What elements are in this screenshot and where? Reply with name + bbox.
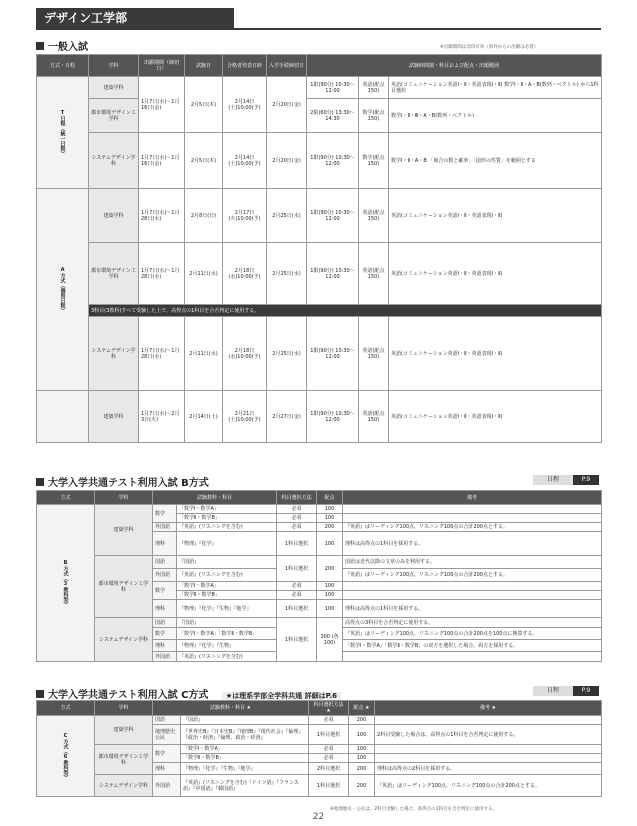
detail-cell: 英語(コミュニケーション英語Ⅰ・Ⅱ・英語表現Ⅰ・Ⅱ) xyxy=(389,243,602,305)
table-row xyxy=(37,391,602,443)
dept-cell: 都市環境デザイン工学科 xyxy=(95,556,153,618)
subj-cell: 『国語』 xyxy=(177,556,277,569)
subj-cell: 「数学Ⅰ・数学A」「数学Ⅱ・数学B」 xyxy=(177,628,277,640)
detail-cell: 英語(コミュニケーション英語Ⅰ・Ⅱ・英語表現Ⅰ・Ⅱ) xyxy=(389,317,602,391)
time-cell: 1限(90分) 10:30～12:00 xyxy=(307,133,359,189)
note-cell xyxy=(375,745,602,754)
notice-row xyxy=(37,305,602,317)
col-announce: 合格者発表日時 xyxy=(223,55,267,77)
col-method: 方式・日程 xyxy=(37,55,89,77)
method-cell: 1科目選択 xyxy=(309,775,349,797)
announce-cell: 2月14日(土)10:00(予) xyxy=(223,77,267,133)
note-cell: 高得点の3科目を合否判定に使用する。 xyxy=(343,618,602,628)
method-a-label: A方式（個別日程） xyxy=(37,189,89,391)
subj-cell: 「数学Ⅰ・数学A」 xyxy=(177,505,277,514)
pts-cell: 200 xyxy=(349,763,375,775)
method-cell: 必須 xyxy=(277,514,317,523)
cat-cell: 地理歴史 公民 xyxy=(153,725,181,745)
notice-text: 3科目(3教科)すべて受験した上で、高得点の1科目を合否判定に使用する。 xyxy=(89,305,602,317)
general-section-title xyxy=(36,38,88,53)
dept-cell: システムデザイン学科 xyxy=(95,775,153,797)
ref-page[interactable]: P.9 xyxy=(573,686,599,696)
cat-cell: 理科 xyxy=(153,600,177,618)
table-row xyxy=(37,189,602,243)
note-cell xyxy=(375,716,602,725)
col-points: 配点 ★ xyxy=(349,701,375,716)
note-cell: 『英語』はリーディング100点、リスニング100点の合計200点を100点に換算する。 xyxy=(343,628,602,640)
cat-cell: 数学 xyxy=(153,582,177,600)
col-exam: 試験日 xyxy=(185,55,223,77)
cat-cell: 外国語 xyxy=(153,652,177,662)
general-title-text: 一般入試 xyxy=(48,42,88,53)
col-select: 科目選択方法 xyxy=(277,491,317,505)
note-cell: 理科は高得点の2科目を採用する。 xyxy=(375,763,602,775)
pts-cell: 200 xyxy=(349,775,375,797)
cat-cell: 理科 xyxy=(153,640,177,652)
subj-cell: 『物理』『化学』 xyxy=(177,532,277,556)
col-method: 方式 xyxy=(37,491,95,505)
time-cell: 1限(90分) 10:30～12:00 xyxy=(307,391,359,443)
method-cell: 必須 xyxy=(277,591,317,600)
subject-cell: 英語(配点150) xyxy=(359,317,389,391)
exam-cell: 2月5日(木) xyxy=(185,77,223,133)
ref-page[interactable]: P.9 xyxy=(573,475,599,485)
pts-cell: 100 xyxy=(317,600,343,618)
subj-cell: 「数学Ⅱ・数学B」 xyxy=(177,514,277,523)
table-row xyxy=(37,133,602,189)
method-cell: 必須 xyxy=(309,745,349,754)
note-cell: 2科目受験した場合は、高得点の1科目を合否判定に使用する。 xyxy=(375,725,602,745)
exam-cell: 2月11日(水) xyxy=(185,243,223,305)
sec-c-title-text: 大学入学共通テスト利用入試 C方式 xyxy=(48,690,209,701)
col-method: 方式 xyxy=(37,701,95,716)
note-cell xyxy=(375,754,602,763)
note-cell xyxy=(343,582,602,591)
deadline-cell: 2月25日(水) xyxy=(267,243,307,305)
square-bullet-icon xyxy=(36,42,44,50)
pts-cell: 200 xyxy=(317,556,343,582)
announce-cell: 2月21日(土)10:00(予) xyxy=(223,391,267,443)
note-cell: 『英語』はリーディング100点、リスニング100点の合計200点とする。 xyxy=(375,775,602,797)
pts-cell: 100 xyxy=(349,754,375,763)
subj-cell: 『国語』 xyxy=(181,716,309,725)
pts-cell: 100 xyxy=(317,582,343,591)
method-cell: 1科目選択 xyxy=(277,556,317,582)
pts-cell: 200 xyxy=(349,716,375,725)
note-cell: 『英語』はリーディング100点、リスニング100点の合計200点とする。 xyxy=(343,523,602,532)
cat-cell: 数学 xyxy=(153,628,177,640)
method-cell: 必須 xyxy=(277,523,317,532)
cat-cell: 理科 xyxy=(153,532,177,556)
subject-cell: 英語(配点150) xyxy=(359,189,389,243)
announce-cell: 2月18日(水)10:00(予) xyxy=(223,317,267,391)
period-cell: 1月7日(水)～1月28日(水) xyxy=(139,243,185,305)
method-cell: 1科目選択 xyxy=(309,725,349,745)
time-cell: 2限(60分) 13:30～14:30 xyxy=(307,99,359,133)
sec-c-footnote: ※地理歴史・公民は、2科目受験した場合、高得点の1科目を合否判定に使用する。 xyxy=(330,807,497,812)
announce-cell: 2月14日(土)10:00(予) xyxy=(223,133,267,189)
pts-cell: 300 (各100) xyxy=(317,618,343,662)
note-cell xyxy=(343,514,602,523)
detail-cell: 英語(コミュニケーション英語Ⅰ・Ⅱ・英語表現Ⅰ・Ⅱ) xyxy=(389,189,602,243)
subj-cell: 『英語』(リスニングを含む) xyxy=(177,652,277,662)
table-row xyxy=(37,77,602,99)
sec-c-subtitle: ★は理系学部全学科共通 詳細はP.6 xyxy=(222,692,341,700)
method-cell: 必須 xyxy=(309,754,349,763)
cat-cell: 外国語 xyxy=(153,569,177,582)
square-bullet-icon xyxy=(36,478,44,486)
col-dept: 学科 xyxy=(95,701,153,716)
col-subject: 試験教科・科目 xyxy=(153,491,277,505)
dept-cell: 建築学科 xyxy=(89,189,139,243)
method-cell: 1科目選択 xyxy=(277,532,317,556)
col-points: 配点 xyxy=(317,491,343,505)
subj-cell: 『英語』(リスニングを含む) xyxy=(177,569,277,582)
note-cell: 「数学Ⅰ・数学A」「数学Ⅱ・数学B」の双方を選択した場合、両方を採用する。 xyxy=(343,640,602,652)
dept-cell: 建築学科 xyxy=(95,505,153,556)
cat-cell: 外国語 xyxy=(153,775,181,797)
note-cell: 国語は近代以降の文章のみを利用する。 xyxy=(343,556,602,569)
method-b-label: B方式（3教科型） xyxy=(37,505,95,662)
note-cell xyxy=(343,505,602,514)
detail-cell: 数学Ⅰ・Ⅱ・A・B 「場合の数と確率」「図形の性質」を範囲とする xyxy=(389,133,602,189)
col-dept: 学科 xyxy=(89,55,139,77)
table-row xyxy=(37,505,602,514)
method-cell: 1科目選択 xyxy=(277,618,317,662)
square-bullet-icon xyxy=(36,690,44,698)
method-blank xyxy=(37,391,89,443)
time-cell: 1限(90分) 10:30～12:00 xyxy=(307,189,359,243)
dept-cell: 都市環境デザイン工学科 xyxy=(89,243,139,305)
exam-cell: 2月14日(土) xyxy=(185,391,223,443)
general-exam-table xyxy=(36,54,602,443)
subject-cell: 数学(配点150) xyxy=(359,99,389,133)
table-row xyxy=(37,243,602,305)
detail-cell: 英語(コミュニケーション英語Ⅰ・Ⅱ・英語表現Ⅰ・Ⅱ) 数学Ⅰ・Ⅱ・A・B(数列・ベクトル) から1科目選択 xyxy=(389,77,602,99)
subj-cell: 「数学Ⅱ・数学B」 xyxy=(181,754,309,763)
subj-cell: 『国語』 xyxy=(177,618,277,628)
col-select: 科目選択方法 ★ xyxy=(309,701,349,716)
sec-c-ref xyxy=(533,686,599,696)
header-rule xyxy=(36,28,601,30)
sec-b-title-text: 大学入学共通テスト利用入試 B方式 xyxy=(48,478,209,489)
time-cell: 1限(90分) 10:30～12:00 xyxy=(307,317,359,391)
ref-label: 日程 xyxy=(533,686,573,696)
subj-cell: 『英語』(リスニングを含む)『ドイツ語』『フランス語』『中国語』『韓国語』 xyxy=(181,775,309,797)
deadline-cell: 2月20日(金) xyxy=(267,133,307,189)
subj-cell: 『物理』『化学』『生物』 xyxy=(177,640,277,652)
subj-cell: 「数学Ⅰ・数学A」 xyxy=(181,745,309,754)
period-cell: 1月7日(水)～2月3日(火) xyxy=(139,391,185,443)
subj-cell: 「数学Ⅱ・数学B」 xyxy=(177,591,277,600)
subject-cell: 数学(配点150) xyxy=(359,133,389,189)
col-schedule: 試験時間割・科目および配点・出題範囲 xyxy=(307,55,602,77)
announce-cell: 2月18日(水)10:00(予) xyxy=(223,243,267,305)
cat-cell: 数学 xyxy=(153,745,181,763)
subject-cell: 英語(配点150) xyxy=(359,77,389,99)
dept-cell: システムデザイン学科 xyxy=(95,618,153,662)
ref-label: 日程 xyxy=(533,475,573,485)
pts-cell: 100 xyxy=(317,505,343,514)
deadline-cell: 2月25日(水) xyxy=(267,189,307,243)
method-cell: 必須 xyxy=(277,582,317,591)
method-t-label: T日程（統一日程） xyxy=(37,77,89,189)
dept-cell: 建築学科 xyxy=(89,77,139,99)
method-cell: 必須 xyxy=(277,505,317,514)
method-cell: 必須 xyxy=(309,716,349,725)
table-row xyxy=(37,618,602,628)
col-note: 備考 xyxy=(343,491,602,505)
table-row xyxy=(37,775,602,797)
sec-b-title xyxy=(36,474,209,489)
period-cell: 1月7日(水)～1月16日(金) xyxy=(139,77,185,133)
sec-c-table xyxy=(36,700,602,797)
subj-cell: 『物理』『化学』『生物』『地学』 xyxy=(177,600,277,618)
note-cell: 理科は高得点の1科目を採用する。 xyxy=(343,600,602,618)
time-cell: 1限(90分) 10:30～12:00 xyxy=(307,243,359,305)
dept-cell: システムデザイン学科 xyxy=(89,133,139,189)
exam-cell: 2月5日(木) xyxy=(185,133,223,189)
subj-cell: 『英語』(リスニングを含む) xyxy=(177,523,277,532)
dept-cell: 建築学科 xyxy=(89,391,139,443)
faculty-header: デザイン工学部 xyxy=(36,8,234,28)
cat-cell: 理科 xyxy=(153,763,181,775)
dept-cell: 建築学科 xyxy=(95,716,153,745)
pts-cell: 100 xyxy=(317,591,343,600)
cat-cell: 国語 xyxy=(153,716,181,725)
pts-cell: 200 xyxy=(317,523,343,532)
note-cell: 理科は高得点の1科目を採用する。 xyxy=(343,532,602,556)
page-number: 22 xyxy=(312,812,325,822)
col-subject: 試験教科・科目 ★ xyxy=(153,701,309,716)
subj-cell: 『世界史B』『日本史B』『地理B』『現代社会』『倫理』『政治・経済』『倫理、政治・経済』 xyxy=(181,725,309,745)
note-cell: 『英語』はリーディング100点、リスニング100点の合計200点とする。 xyxy=(343,569,602,582)
period-cell: 1月7日(水)～1月28日(水) xyxy=(139,189,185,243)
method-cell: 1科目選択 xyxy=(277,600,317,618)
cat-cell: 国語 xyxy=(153,556,177,569)
table-row xyxy=(37,99,602,133)
col-note: 備考 ★ xyxy=(375,701,602,716)
announce-cell: 2月17日(火)10:00(予) xyxy=(223,189,267,243)
table-row xyxy=(37,556,602,569)
deadline-cell: 2月20日(金) xyxy=(267,77,307,133)
table-row xyxy=(37,745,602,754)
time-cell: 1限(90分) 10:30～12:00 xyxy=(307,77,359,99)
col-deadline: 入学手続締切日 xyxy=(267,55,307,77)
deadline-cell: 2月27日(金) xyxy=(267,391,307,443)
cat-cell: 国語 xyxy=(153,618,177,628)
dept-cell: システムデザイン学科 xyxy=(89,317,139,391)
subject-cell: 英語(配点150) xyxy=(359,243,389,305)
exam-cell: 2月8日(日) xyxy=(185,189,223,243)
method-c-label: C方式（6教科型） xyxy=(37,716,95,797)
subj-cell: 『物理』『化学』『生物』『地学』 xyxy=(181,763,309,775)
method-cell: 2科目選択 xyxy=(309,763,349,775)
exam-cell: 2月11日(水) xyxy=(185,317,223,391)
pts-cell: 100 xyxy=(317,532,343,556)
deadline-cell: 2月25日(水) xyxy=(267,317,307,391)
dept-cell: 都市環境デザイン工学科 xyxy=(89,99,139,133)
note-cell xyxy=(343,591,602,600)
sec-b-table xyxy=(36,490,602,662)
subj-cell: 「数学Ⅰ・数学A」 xyxy=(177,582,277,591)
cat-cell: 外国語 xyxy=(153,523,177,532)
detail-cell: 数学Ⅰ・Ⅱ・Ⅲ・A・B(数列・ベクトル) xyxy=(389,99,602,133)
cat-cell: 数学 xyxy=(153,505,177,523)
col-dept: 学科 xyxy=(95,491,153,505)
subject-cell: 英語(配点150) xyxy=(359,391,389,443)
period-cell: 1月7日(水)～1月28日(水) xyxy=(139,317,185,391)
note-cell xyxy=(343,652,602,662)
pts-cell: 100 xyxy=(349,745,375,754)
table-row xyxy=(37,716,602,725)
detail-cell: 英語(コミュニケーション英語Ⅰ・Ⅱ・英語表現Ⅰ・Ⅱ) xyxy=(389,391,602,443)
general-note: ※出願期間は消印有効（海外からの出願は必着） xyxy=(440,45,539,50)
dept-cell: 都市環境デザイン工学科 xyxy=(95,745,153,775)
sec-b-ref xyxy=(533,475,599,485)
col-period: 出願期間（締切日） xyxy=(139,55,185,77)
sec-c-title xyxy=(36,686,341,701)
table-row xyxy=(37,317,602,391)
period-cell: 1月7日(水)～1月16日(金) xyxy=(139,133,185,189)
pts-cell: 100 xyxy=(317,514,343,523)
pts-cell: 100 xyxy=(349,725,375,745)
